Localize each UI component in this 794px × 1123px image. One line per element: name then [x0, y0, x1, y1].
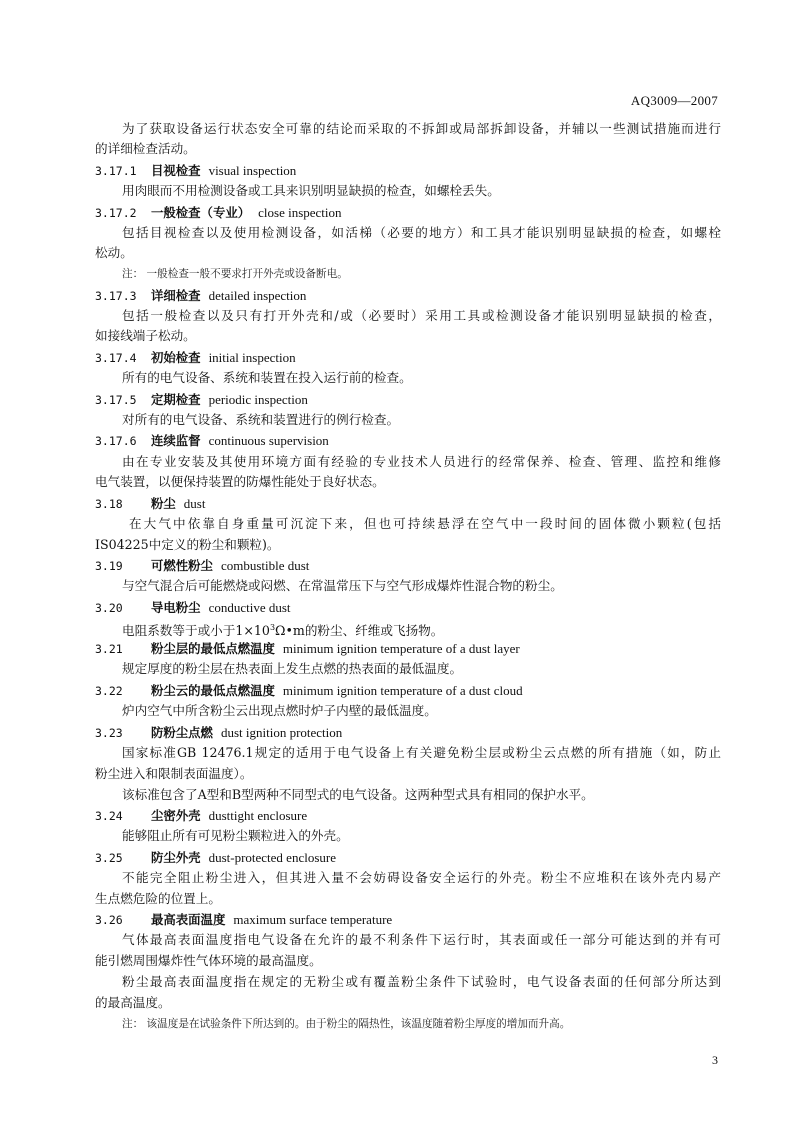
term-heading [95, 390, 308, 410]
term-heading [95, 348, 296, 368]
paragraph-line: 包括目视检查以及使用检测设备，如活梯（必要的地方）和工具才能识别明显缺损的检查，如螺栓 [122, 225, 721, 240]
term-heading [95, 848, 336, 868]
paragraph-line: 炉内空气中所含粉尘云出现点燃时炉子内壁的最低温度。 [122, 703, 437, 718]
term-number: 3.17.4 [95, 351, 137, 365]
paragraph-line: 国家标准GB 12476.1规定的适用于电气设备上有关避免粉尘层或粉尘云点燃的所有措施（如，防止 [122, 745, 721, 760]
term-title-en: detailed inspection [208, 288, 307, 303]
term-title-zh: 可燃性粉尘 [151, 558, 213, 573]
note-line: 注： 一般检查一般不要求打开外壳或设备断电。 [122, 268, 348, 280]
paragraph-line: 生点燃危险的位置上。 [95, 891, 221, 906]
term-number: 3.17.2 [95, 206, 137, 220]
term-heading [95, 598, 291, 618]
term-number: 3.19 [95, 559, 123, 573]
term-number: 3.26 [95, 913, 123, 927]
term-number: 3.25 [95, 851, 123, 865]
paragraph-line: 在大气中依靠自身重量可沉淀下来，但也可持续悬浮在空气中一段时间的固体微小颗粒(包括 [129, 516, 721, 531]
resistivity-text-tail: Ω•m的粉尘、纤维或飞扬物。 [275, 623, 444, 639]
paragraph-line: 能够阻止所有可见粉尘颗粒进入的外壳。 [122, 828, 349, 843]
term-heading [95, 494, 205, 514]
term-title-en: minimum ignition temperature of a dust cloud [282, 683, 523, 698]
paragraph-line: 粉尘最高表面温度指在规定的无粉尘或有覆盖粉尘条件下试验时，电气设备表面的任何部分所达到 [122, 974, 721, 989]
term-title-zh: 一般检查（专业） [151, 205, 251, 220]
term-heading [95, 681, 523, 701]
term-title-zh: 初始检查 [151, 350, 201, 365]
term-number: 3.17.3 [95, 289, 137, 303]
term-title-zh: 粉尘 [151, 496, 176, 511]
paragraph-line: 松动。 [95, 245, 133, 260]
paragraph-line: 规定厚度的粉尘层在热表面上发生点燃的热表面的最低温度。 [122, 661, 463, 676]
paragraph-line: 如接线端子松动。 [95, 328, 196, 343]
term-title-zh: 粉尘云的最低点燃温度 [151, 683, 275, 698]
term-number: 3.22 [95, 684, 123, 698]
term-title-zh: 尘密外壳 [151, 808, 201, 823]
term-title-zh: 防尘外壳 [151, 850, 201, 865]
term-title-zh: 连续监督 [151, 433, 201, 448]
paragraph-line: 用肉眼而不用检测设备或工具来识别明显缺损的检查，如螺栓丢失。 [122, 183, 500, 198]
term-heading [95, 161, 296, 181]
term-number: 3.17.6 [95, 434, 137, 448]
term-title-en: periodic inspection [208, 392, 308, 407]
term-title-en: dust [183, 496, 206, 511]
paragraph-line: 粉尘进入和限制表面温度）。 [95, 766, 253, 781]
term-heading [95, 431, 329, 451]
paragraph-line: 对所有的电气设备、系统和装置进行的例行检查。 [122, 412, 400, 427]
term-number: 3.17.5 [95, 393, 137, 407]
paragraph-line: 所有的电气设备、系统和装置在投入运行前的检查。 [122, 370, 412, 385]
term-title-en: minimum ignition temperature of a dust layer [282, 641, 520, 656]
term-heading [95, 910, 392, 930]
term-heading [95, 723, 342, 743]
term-heading [95, 806, 307, 826]
paragraph-line: 的最高温度。 [95, 995, 171, 1010]
term-title-en: visual inspection [208, 163, 297, 178]
paragraph-line: 不能完全阻止粉尘进入，但其进入量不会妨碍设备安全运行的外壳。粉尘不应堆积在该外壳内易产 [122, 870, 721, 885]
term-title-zh: 防粉尘点燃 [151, 725, 213, 740]
term-title-en: dust ignition protection [220, 725, 343, 740]
term-title-zh: 导电粉尘 [151, 600, 201, 615]
term-title-zh: 详细检查 [151, 288, 201, 303]
term-title-en: close inspection [258, 205, 342, 220]
paragraph-line: 与空气混合后可能燃烧或闷燃、在常温常压下与空气形成爆炸性混合物的粉尘。 [122, 578, 563, 593]
term-title-en: combustible dust [220, 558, 310, 573]
paragraph-line: 能引燃周围爆炸性气体环境的最高温度。 [95, 953, 322, 968]
exponent: 3 [269, 623, 276, 632]
term-title-zh: 目视检查 [151, 163, 201, 178]
paragraph-line: 包括一般检查以及只有打开外壳和/或（必要时）采用工具或检测设备才能识别明显缺损的检查， [122, 308, 721, 323]
term-number: 3.17.1 [95, 164, 137, 178]
term-title-en: initial inspection [208, 350, 296, 365]
paragraph-line: 气体最高表面温度指电气设备在允许的最不利条件下运行时，其表面或任一部分可能达到的并有可 [122, 932, 721, 947]
resistivity-text: 电阻系数等于或小于1×10 [122, 623, 270, 639]
term-title-en: dusttight enclosure [208, 808, 308, 823]
term-number: 3.23 [95, 726, 123, 740]
term-heading [95, 639, 520, 659]
term-title-zh: 最高表面温度 [151, 912, 226, 927]
term-title-zh: 定期检查 [151, 392, 201, 407]
term-heading [95, 556, 309, 576]
note-line: 注： 该温度是在试验条件下所达到的。由于粉尘的隔热性，该温度随着粉尘厚度的增加而升高。 [122, 1018, 571, 1030]
paragraph-line: 电气装置，以便保持装置的防爆性能处于良好状态。 [95, 474, 385, 489]
paragraph-line: 该标准包含了A型和B型两种不同型式的电气设备。这两种型式具有相同的保护水平。 [122, 787, 594, 802]
paragraph-line: 为了获取设备运行状态安全可靠的结论而采取的不拆卸或局部拆卸设备，并辅以一些测试措施而进行 [122, 121, 721, 136]
term-number: 3.21 [95, 642, 123, 656]
term-title-en: continuous supervision [208, 433, 329, 448]
term-number: 3.18 [95, 497, 123, 511]
paragraph-line: 由在专业安装及其使用环境方面有经验的专业技术人员进行的经常保养、检查、管理、监控和维修 [122, 454, 721, 469]
term-heading [95, 286, 306, 306]
term-title-zh: 粉尘层的最低点燃温度 [151, 641, 275, 656]
page-number: 3 [712, 1053, 718, 1067]
term-number: 3.24 [95, 809, 123, 823]
term-heading [95, 203, 342, 223]
paragraph-line: IS04225中定义的粉尘和颗粒)。 [95, 537, 280, 552]
term-title-en: dust-protected enclosure [208, 850, 336, 865]
doc-code-header: AQ3009—2007 [630, 93, 718, 108]
term-number: 3.20 [95, 601, 123, 615]
term-title-en: conductive dust [208, 600, 291, 615]
paragraph-line: 的详细检查活动。 [95, 141, 196, 156]
term-title-en: maximum surface temperature [233, 912, 393, 927]
paragraph-line [122, 618, 443, 641]
